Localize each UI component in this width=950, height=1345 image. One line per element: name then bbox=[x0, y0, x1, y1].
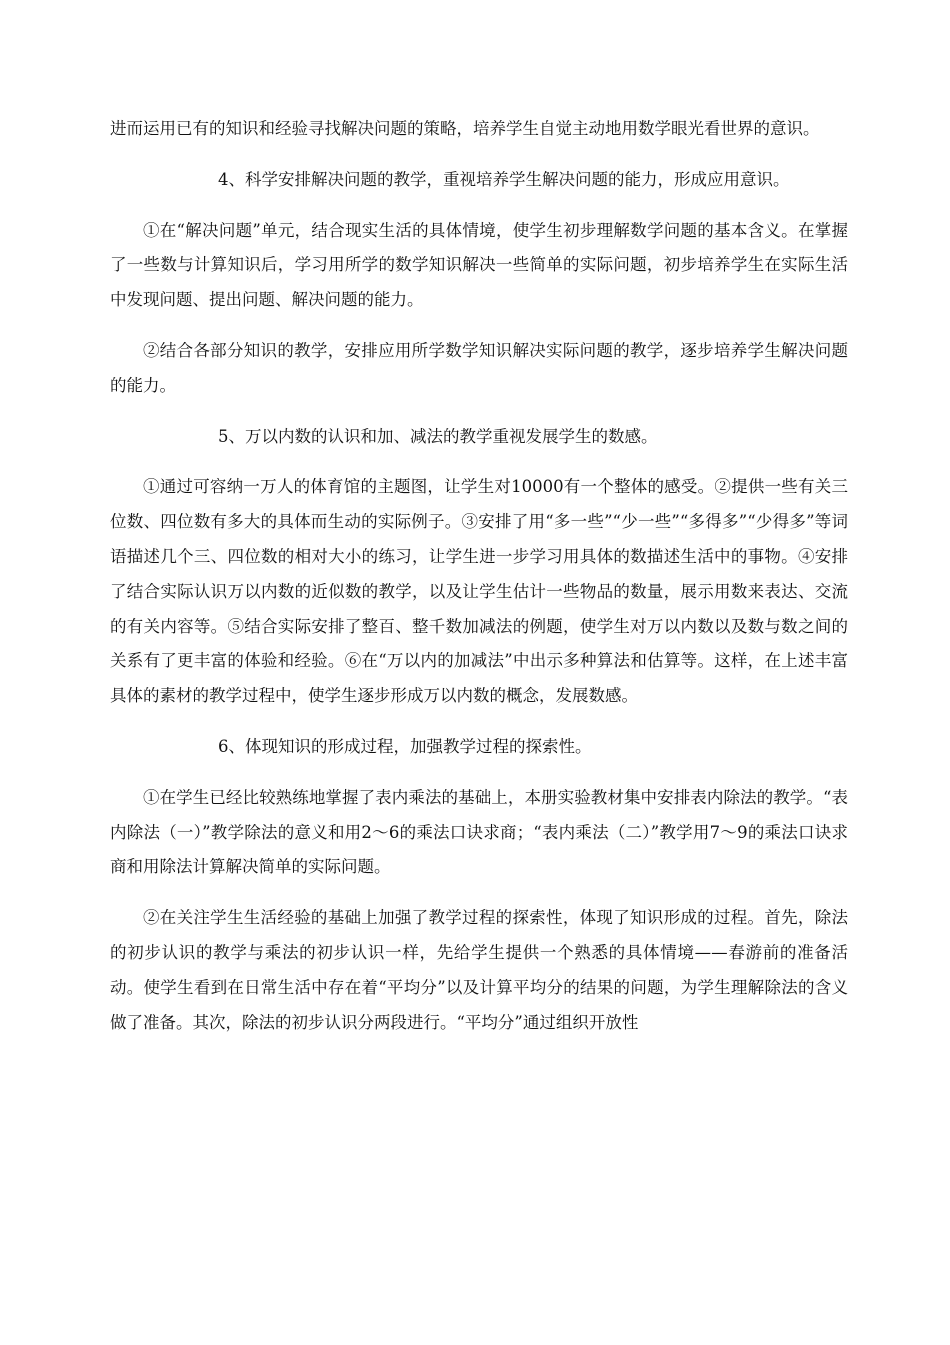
paragraph-6-1: ①在学生已经比较熟练地掌握了表内乘法的基础上，本册实验教材集中安排表内除法的教学。“表内除法（一）”教学除法的意义和用2～6的乘法口诀求商；“表内乘法（二）”教学用7～9的乘法口诀求商和用除法计算解决简单的实际问题。 bbox=[110, 787, 848, 877]
paragraph-4-2: ②结合各部分知识的教学，安排应用所学数学知识解决实际问题的教学，逐步培养学生解决问题的能力。 bbox=[110, 340, 848, 395]
section-heading-5: 5、万以内数的认识和加、减法的教学重视发展学生的数感。 bbox=[218, 426, 658, 446]
paragraph-6-2: ②在关注学生生活经验的基础上加强了教学过程的探索性，体现了知识形成的过程。首先，除法的初步认识的教学与乘法的初步认识一样，先给学生提供一个熟悉的具体情境——春游前的准备活动。使学生看到在日常生活中存在着“平均分”以及计算平均分的结果的问题，为学生理解除法的含义做了准备。其次，除法的初步认识分两段进行。“平均分”通过组织开放性 bbox=[110, 908, 848, 1032]
section-heading-4: 4、科学安排解决问题的教学，重视培养学生解决问题的能力，形成应用意识。 bbox=[218, 169, 790, 189]
document-body bbox=[110, 112, 848, 1056]
paragraph-4-1: ①在“解决问题”单元，结合现实生活的具体情境，使学生初步理解数学问题的基本含义。在掌握了一些数与计算知识后，学习用所学的数学知识解决一些简单的实际问题，初步培养学生在实际生活中发现问题、提出问题、解决问题的能力。 bbox=[110, 220, 848, 310]
section-heading-6: 6、体现知识的形成过程，加强教学过程的探索性。 bbox=[218, 736, 592, 756]
paragraph-5-1: ①通过可容纳一万人的体育馆的主题图，让学生对10000有一个整体的感受。②提供一些有关三位数、四位数有多大的具体而生动的实际例子。③安排了用“多一些”“少一些”“多得多”“少得多”等词语描述几个三、四位数的相对大小的练习，让学生进一步学习用具体的数描述生活中的事物。④安排了结合实际认识万以内数的近似数的教学，以及让学生估计一些物品的数量，展示用数来表达、交流的有关内容等。⑤结合实际安排了整百、整千数加减法的例题，使学生对万以内数以及数与数之间的关系有了更丰富的体验和经验。⑥在“万以内的加减法”中出示多种算法和估算等。这样，在上述丰富具体的素材的教学过程中，使学生逐步形成万以内数的概念，发展数感。 bbox=[110, 477, 848, 706]
paragraph-continuation: 进而运用已有的知识和经验寻找解决问题的策略，培养学生自觉主动地用数学眼光看世界的意识。 bbox=[110, 119, 820, 138]
